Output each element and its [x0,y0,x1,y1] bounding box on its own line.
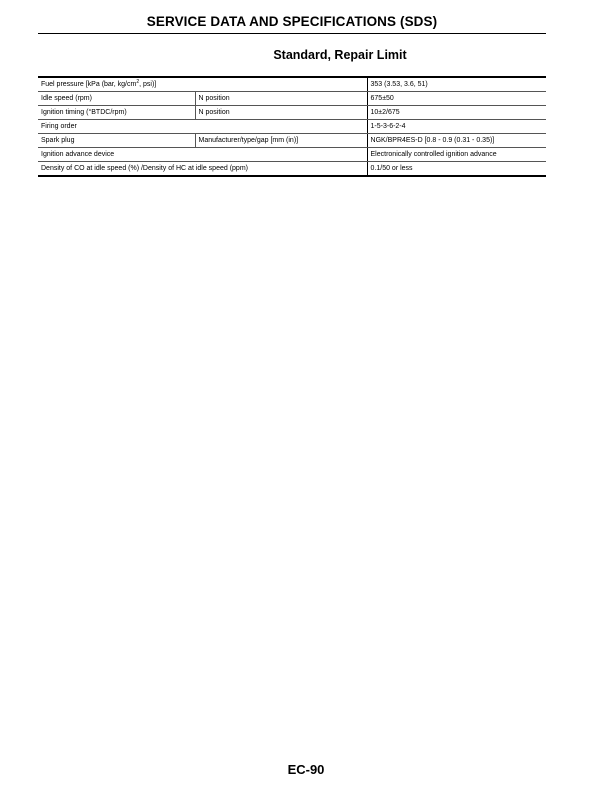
row-value: 0.1/50 or less [367,162,546,177]
row-item-label [38,77,367,92]
row-item-label: Idle speed (rpm) [38,92,195,106]
section-title: Standard, Repair Limit [273,48,407,62]
row-value: 675±50 [367,92,546,106]
row-item-label: Ignition timing (°BTDC/rpm) [38,106,195,120]
page-header-title: SERVICE DATA AND SPECIFICATIONS (SDS) [146,14,438,29]
row-item-label: Density of CO at idle speed (%) /Density of HC at idle speed (ppm) [41,165,248,172]
superscript: 2 [136,79,140,85]
row-condition: N position [195,106,367,120]
table-row-firing-order [38,120,546,134]
table-row-co-hc-density [38,162,546,177]
row-value: 353 (3.53, 3.6, 51) [367,77,546,92]
row-value: NGK/BPR4ES-D [0.8 - 0.9 (0.31 - 0.35)] [367,134,546,148]
row-item-label: Ignition advance device [38,148,367,162]
specifications-table [38,76,546,177]
table-row-ignition-advance [38,148,546,162]
table-row-ignition-timing [38,106,546,120]
row-item-label: Spark plug [38,134,195,148]
row-item-label: Firing order [38,120,367,134]
table-row-fuel-pressure [38,77,546,92]
row-condition: N position [195,92,367,106]
row-value: 1-5-3-6-2-4 [367,120,546,134]
table-row-spark-plug [38,134,546,148]
row-condition: Manufacturer/type/gap [mm (in)] [195,134,367,148]
row-value: Electronically controlled ignition advance [367,148,546,162]
row-value: 10±2/675 [367,106,546,120]
table-row-idle-speed [38,92,546,106]
item-label-text-end: , psi)] [139,81,157,88]
item-label-text: Fuel pressure [kPa (bar, kg/cm [41,81,137,88]
page-number: EC-90 [287,762,325,777]
header-divider [38,33,546,34]
